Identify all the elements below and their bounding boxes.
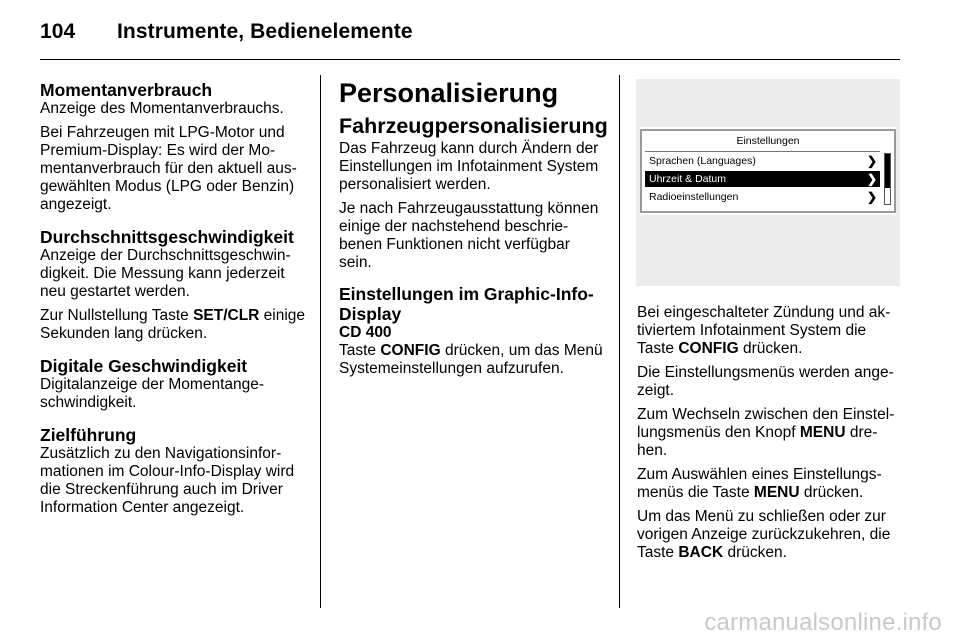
paragraph: Zusätzlich zu den Navigationsinformationen im Colour-Info-Display wird die Streckenführung auch im Driver Information Center angezeigt. [40, 445, 295, 516]
paragraph: Zum Wechseln zwischen den Einstellungsmenüs den Knopf MENU drehen. [637, 406, 895, 459]
column-left [40, 80, 306, 530]
column-divider-1 [320, 75, 321, 608]
paragraph: Um das Menü zu schließen oder zur vorigen Anzeige zurückzukehren, die Taste BACK drücken. [637, 508, 891, 561]
menu-item-uhrzeit-datum[interactable]: Uhrzeit & Datum ❯ [645, 171, 880, 187]
menu-item-radioeinstellungen[interactable]: Radioeinstellungen ❯ [649, 190, 877, 204]
section-zielfuehrung [40, 425, 306, 517]
paragraph: Je nach Fahrzeugausstattung können einige der nachstehend beschriebenen Funktionen nicht verfügbar sein. [339, 200, 599, 271]
paragraph: Anzeige des Momentanverbrauchs. [40, 100, 284, 117]
heading-cd400: CD 400 [339, 324, 392, 341]
heading-zielfuehrung: Zielführung [40, 425, 137, 445]
scrollbar[interactable] [884, 153, 891, 205]
page-number: 104 [40, 20, 76, 43]
paragraph: Die Einstellungsmenüs werden angezeigt. [637, 364, 894, 399]
paragraph: Bei eingeschalteter Zündung und aktiviertem Infotainment System die Taste CONFIG drücken. [637, 304, 891, 357]
paragraph: Zum Auswählen eines Einstellungsmenüs die Taste MENU drücken. [637, 466, 882, 501]
page-header [40, 20, 413, 44]
watermark: carmanualsonline.info [704, 609, 942, 636]
section-momentanverbrauch [40, 80, 306, 214]
header-rule [40, 59, 900, 60]
chevron-right-icon: ❯ [866, 154, 877, 168]
section-durchschnittsgeschwindigkeit [40, 227, 306, 343]
screen-title: Einstellungen [736, 135, 800, 147]
heading-einstellungen: Einstellungen im Graphic-Info-Display [339, 284, 594, 324]
heading-durchschnittsgeschwindigkeit: Durchschnittsgeschwindigkeit [40, 227, 294, 247]
paragraph: Taste CONFIG drücken, um das Menü Systemeinstellungen aufzurufen. [339, 342, 603, 377]
chapter-title: Instrumente, Bedienelemente [117, 20, 413, 43]
menu-item-sprachen[interactable]: Sprachen (Languages) ❯ [649, 154, 877, 168]
paragraph: Digitalanzeige der Momentangeschwindigkeit. [40, 376, 265, 411]
column-middle [339, 78, 608, 384]
chevron-right-icon: ❯ [866, 172, 877, 186]
heading-momentanverbrauch: Momentanverbrauch [40, 80, 213, 100]
column-divider-2 [619, 75, 620, 608]
paragraph: Das Fahrzeug kann durch Ändern der Einstellungen im Infotainment System personalisiert werden. [339, 140, 599, 193]
paragraph: Bei Fahrzeugen mit LPG-Motor und Premium-Display: Es wird der Momentanverbrauch für den aktuell ausgewählten Modus (LPG oder Benzin) angezeigt. [40, 124, 297, 213]
chevron-right-icon: ❯ [866, 190, 877, 204]
paragraph: Anzeige der Durchschnittsgeschwindigkeit. Die Messung kann jederzeit neu gestartet werden. [40, 247, 291, 300]
display-screen [640, 127, 896, 215]
section-subtitle: Fahrzeugpersonalisierung [339, 114, 608, 138]
section-title: Personalisierung [339, 78, 559, 108]
divider [645, 151, 880, 152]
heading-digitale-geschwindigkeit: Digitale Geschwindigkeit [40, 356, 248, 376]
section-digitale-geschwindigkeit [40, 356, 306, 412]
settings-screen-figure [636, 79, 900, 286]
scrollbar-thumb[interactable] [885, 154, 890, 188]
paragraph: Zur Nullstellung Taste SET/CLR einige Sekunden lang drücken. [40, 307, 306, 342]
column-right [637, 304, 901, 568]
